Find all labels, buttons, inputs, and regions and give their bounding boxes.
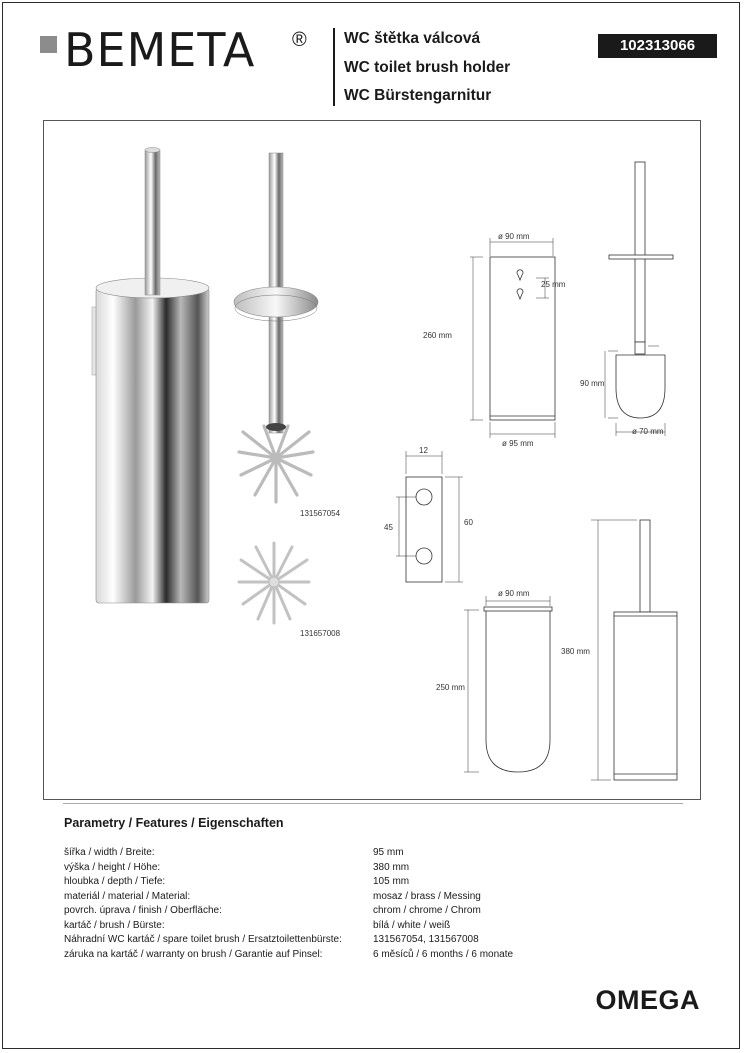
- title-cz: WC štětka válcová: [344, 30, 481, 47]
- spare-brush-code-2: 131657008: [300, 629, 341, 638]
- title-de: WC Bürstengarnitur: [344, 87, 492, 104]
- spare-brush-code-1: 131567054: [300, 509, 341, 518]
- dim-holder-height: 260 mm: [423, 331, 452, 340]
- dim-hole-spacing: 25 mm: [541, 280, 566, 289]
- assembly-view: [591, 520, 677, 780]
- dim-bracket-depth: 12: [419, 446, 428, 455]
- dim-bracket-height: 60: [464, 518, 473, 527]
- spec-row: [64, 933, 684, 947]
- brand-logo: BEMETA: [64, 23, 256, 77]
- technical-drawing: [43, 120, 701, 800]
- registered-mark: ®: [292, 29, 307, 51]
- spec-value: 380 mm: [373, 861, 410, 873]
- dim-top-diameter: ø 90 mm: [498, 232, 530, 241]
- series-name: OMEGA: [595, 985, 700, 1015]
- spec-name: záruka na kartáč / warranty on brush / Garantie auf Pinsel:: [64, 948, 323, 960]
- dim-brush-height: 90 mm: [580, 379, 605, 388]
- spec-name: výška / height / Höhe:: [64, 861, 161, 873]
- spec-name: hloubka / depth / Tiefe:: [64, 876, 166, 887]
- spec-name: kartáč / brush / Bürste:: [64, 919, 165, 931]
- spec-row: [64, 861, 684, 875]
- dim-inner-diameter: ø 90 mm: [498, 589, 530, 598]
- spec-row: [64, 904, 684, 918]
- spare-brush-photo: [239, 543, 341, 638]
- spec-row: [64, 875, 684, 889]
- inner-bowl-view: [464, 596, 552, 772]
- dim-brush-diameter: ø 70 mm: [632, 427, 664, 436]
- spec-name: šířka / width / Breite:: [64, 847, 155, 858]
- spec-value: mosaz / brass / Messing: [373, 890, 481, 902]
- holder-handle: [145, 150, 160, 295]
- features-divider: [63, 803, 683, 804]
- spec-value: 6 měsíců / 6 months / 6 monate: [373, 948, 514, 960]
- spec-name: Náhradní WC kartáč / spare toilet brush / Ersatztoilettenbürste:: [64, 934, 342, 945]
- features-title: Parametry / Features / Eigenschaften: [64, 816, 284, 830]
- holder-photo: [92, 148, 209, 604]
- brush-lid-disc: [234, 287, 318, 317]
- bracket-view: [396, 451, 463, 582]
- product-code-badge: 102313066: [598, 34, 717, 58]
- header-divider: [333, 28, 335, 106]
- spec-value: 95 mm: [373, 847, 404, 858]
- spec-name: povrch. úprava / finish / Oberfläche:: [64, 905, 222, 916]
- holder-front-view: [470, 238, 555, 438]
- spec-name: materiál / material / Material:: [64, 890, 191, 902]
- dim-bottom-diameter: ø 95 mm: [502, 439, 534, 448]
- spec-value: 131567054, 131567008: [373, 934, 479, 945]
- spec-value: chrom / chrome / Chrom: [373, 905, 481, 916]
- dim-bracket-hole-spacing: 45: [384, 523, 393, 532]
- spec-row: [64, 919, 684, 933]
- dim-inner-height: 250 mm: [436, 683, 465, 692]
- spec-row: [64, 948, 684, 962]
- logo-square-icon: [40, 36, 57, 53]
- title-en: WC toilet brush holder: [344, 59, 511, 76]
- spec-row: [64, 890, 684, 904]
- brush-head-bristles: [239, 426, 313, 502]
- dim-total-height: 380 mm: [561, 647, 590, 656]
- brush-photo: [234, 153, 341, 518]
- spec-row: [64, 846, 684, 860]
- spec-value: 105 mm: [373, 876, 410, 887]
- spec-value: bílá / white / weiß: [373, 919, 451, 931]
- brush-side-view: [605, 162, 673, 436]
- holder-cylinder: [96, 288, 209, 603]
